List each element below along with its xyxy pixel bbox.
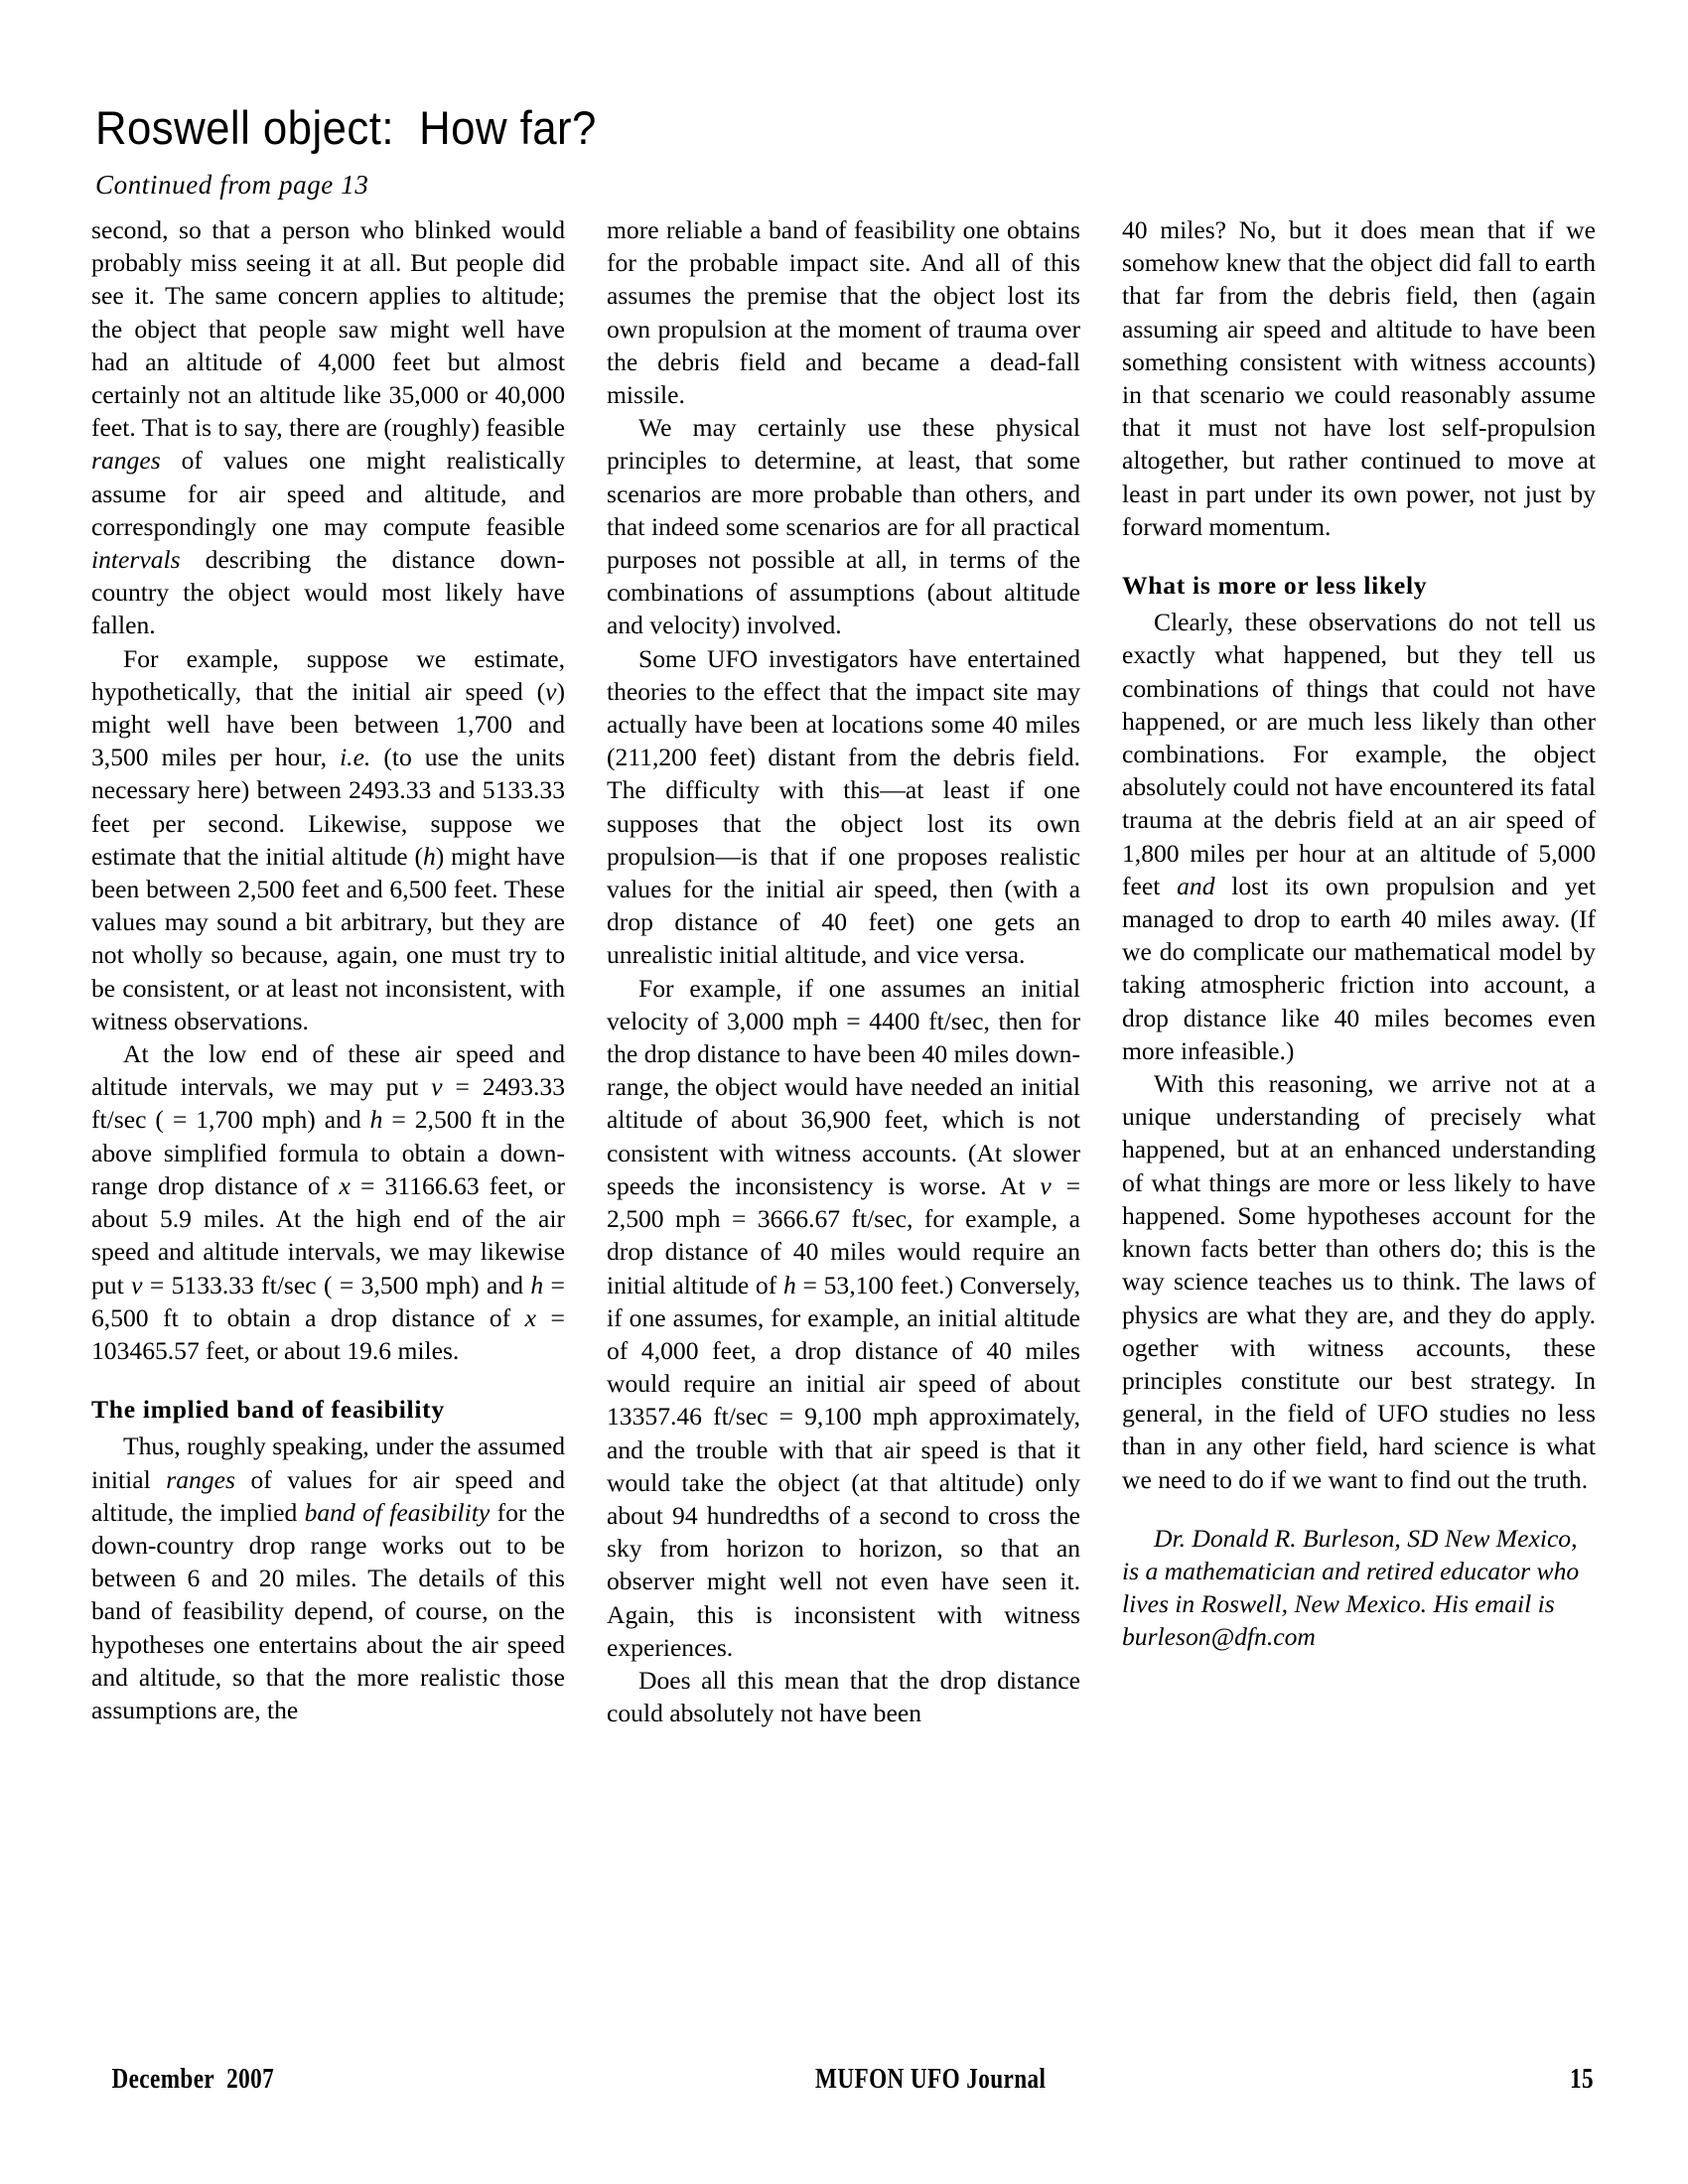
continued-from-note: Continued from page 13	[95, 170, 369, 201]
footer-page-number: 15	[1570, 2063, 1594, 2095]
text-column-1	[91, 213, 565, 1726]
paragraph: Thus, roughly speaking, under the assumed initial ranges of values for air speed and altitude, the implied band of feasibility for the down-country drop range works out to be between 6 and 20 miles. The details of this band of feasibility depend, of course, on the hypotheses one entertains about the air speed and altitude, so that the more realistic those assumptions are, the	[91, 1432, 565, 1724]
paragraph: With this reasoning, we arrive not at a unique understanding of precisely what happened, but at an enhanced understanding of what things are more or less likely to have happened. Some hypotheses account for the known facts better than others do; this is the way science teaches us to think. The laws of physics are what they are, and they do apply. ogether with witness accounts, these principles constitute our best strategy. In general, in the field of UFO studies no less than in any other field, hard science is what we need to do if we want to find out the truth.	[1122, 1069, 1596, 1494]
paragraph: For example, suppose we estimate, hypothetically, that the initial air speed (v) might well have been between 1,700 and 3,500 miles per hour, i.e. (to use the units necessary here) between 2493.33 and 5133.33 feet per second. Likewise, suppose we estimate that the initial altitude (h) might have been between 2,500 feet and 6,500 feet. These values may sound a bit arbitrary, but they are not wholly so because, again, one must try to be consistent, or at least not inconsistent, with witness observations.	[91, 643, 565, 1035]
section-heading: What is more or less likely	[1122, 571, 1428, 601]
article-masthead	[95, 103, 1545, 201]
footer-issue-date: December 2007	[111, 2063, 275, 2095]
paragraph: At the low end of these air speed and altitude intervals, we may put v = 2493.33 ft/sec ( = 1,700 mph) and h = 2,500 ft in the above simplified formula to obtain a down-range drop distance of x = 31166.63 feet, or about 5.9 miles. At the high end of the air speed and altitude intervals, we may likewise put v = 5133.33 ft/sec ( = 3,500 mph) and h = 6,500 ft to obtain a drop distance of x = 103465.57 feet, or about 19.6 miles.	[91, 1039, 565, 1365]
paragraph: Clearly, these observations do not tell us exactly what happened, but they tell us combinations of things that could not have happened, or are much less likely than other combinations. For example, the object absolutely could not have encountered its fatal trauma at the debris field at an air speed of 1,800 miles per hour at an altitude of 5,000 feet and lost its own propulsion and yet managed to drop to earth 40 miles away. (If we do complicate our mathematical model by taking atmospheric friction into account, a drop distance like 40 miles becomes even more infeasible.)	[1122, 608, 1596, 1065]
paragraph: more reliable a band of feasibility one obtains for the probable impact site. And all of this assumes the premise that the object lost its own propulsion at the moment of trauma over the debris field and became a dead-fall missile.	[607, 215, 1080, 410]
paragraph: 40 miles? No, but it does mean that if we somehow knew that the object did fall to earth that far from the debris field, then (again assuming air speed and altitude to have been something consistent with witness accounts) in that scenario we could reasonably assume that it must not have lost self-propulsion altogether, but rather continued to move at least in part under its own power, not just by forward momentum.	[1122, 215, 1596, 541]
paragraph: Does all this mean that the drop distance could absolutely not have been	[607, 1665, 1080, 1728]
paragraph: For example, if one assumes an initial velocity of 3,000 mph = 4400 ft/sec, then for the drop distance to have been 40 miles down-range, the object would have needed an initial altitude of about 36,900 feet, which is not consistent with witness accounts. (At slower speeds the inconsistency is worse. At v = 2,500 mph = 3666.67 ft/sec, for example, a drop distance of 40 miles would require an initial altitude of h = 53,100 feet.) Conversely, if one assumes, for example, an initial altitude of 4,000 feet, a drop distance of 40 miles would require an initial air speed of about 13357.46 ft/sec = 9,100 mph approximately, and the trouble with that air speed is that it would take the object (at that altitude) only about 94 hundredths of a second to cross the sky from horizon to horizon, so that an observer might well not even have seen it. Again, this is inconsistent with witness experiences.	[607, 973, 1080, 1662]
page-title: Roswell object: How far?	[95, 101, 597, 154]
author-bio: Dr. Donald R. Burleson, SD New Mexico, is a mathematician and retired educator who lives in Roswell, New Mexico. His email is burleson@dfn.com	[1122, 1523, 1580, 1652]
text-column-2	[607, 213, 1080, 1729]
page-footer	[91, 2063, 1597, 2096]
paragraph: We may certainly use these physical principles to determine, at least, that some scenarios are more probable than others, and that indeed some scenarios are for all practical purposes not possible at all, in terms of the combinations of assumptions (about altitude and velocity) involved.	[607, 413, 1080, 640]
text-column-3	[1122, 213, 1596, 1654]
paragraph: second, so that a person who blinked would probably miss seeing it at all. But people did see it. The same concern applies to altitude; the object that people saw might well have had an altitude of 4,000 feet but almost certainly not an altitude like 35,000 or 40,000 feet. That is to say, there are (roughly) feasible ranges of values one might realistically assume for air speed and altitude, and correspondingly one may compute feasible intervals describing the distance down-country the object would most likely have fallen.	[91, 215, 565, 640]
paragraph: Some UFO investigators have entertained theories to the effect that the impact site may actually have been at locations some 40 miles (211,200 feet) distant from the debris field. The difficulty with this—at least if one supposes that the object lost its own propulsion—is that if one proposes realistic values for the initial air speed, then (with a drop distance of 40 feet) one gets an unrealistic initial altitude, and vice versa.	[607, 643, 1080, 970]
section-heading: The implied band of feasibility	[91, 1395, 445, 1425]
footer-publication: MUFON UFO Journal	[815, 2063, 1047, 2095]
article-body	[91, 213, 1597, 1729]
